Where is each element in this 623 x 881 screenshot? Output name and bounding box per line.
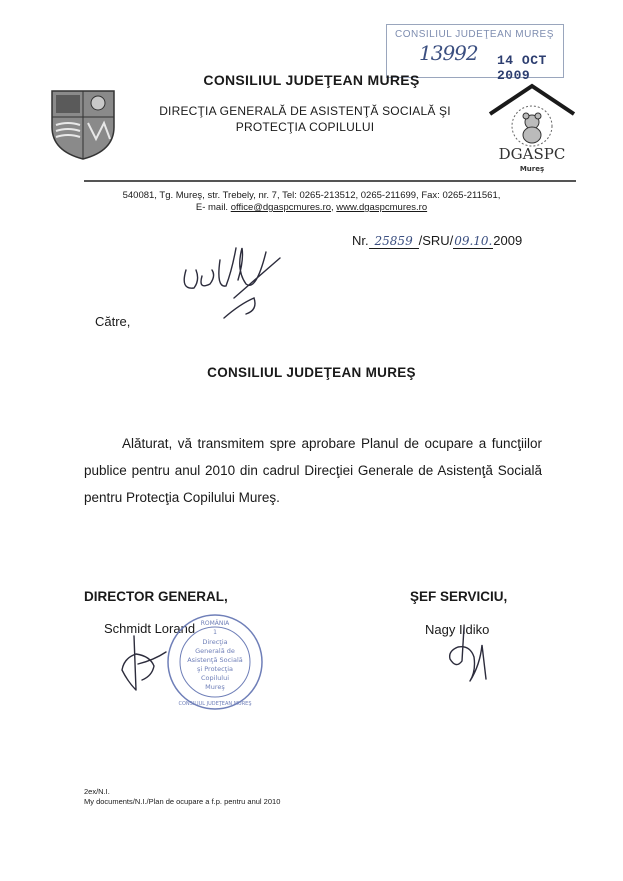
contact-email-web: E- mail. office@dgaspcmures.ro, www.dgaspcmures.ro bbox=[195, 202, 428, 213]
reference-date: 09.10. bbox=[454, 234, 493, 248]
letter-body: Alăturat, vă transmitem spre aprobare Planul de ocupare a funcţiilor publice pentru anul 2010 din cadrul Direcţiei Generale de Asistenţă Socială pentru Protecţia Copilului Mureş. bbox=[84, 436, 542, 505]
seal-line-1: Direcţia bbox=[202, 638, 228, 646]
seal-number: 1 bbox=[213, 629, 217, 636]
seal-line-6: Mureş bbox=[205, 683, 225, 691]
registration-stamp-organization: CONSILIUL JUDEŢEAN MUREŞ bbox=[395, 29, 554, 40]
seal-top-text: ROMÂNIA bbox=[200, 620, 230, 627]
dgaspc-logo-subtext: Mureş bbox=[519, 165, 545, 173]
seal-line-5: Copilului bbox=[200, 674, 230, 682]
registration-stamp bbox=[386, 24, 564, 83]
seal-bottom-text: CONSILIUL JUDEŢEAN MUREŞ bbox=[178, 701, 252, 707]
dgaspc-logo-text: DGASPC bbox=[498, 145, 566, 163]
footer bbox=[84, 787, 280, 807]
official-seal-icon bbox=[165, 612, 265, 712]
seal-line-2: Generală de bbox=[195, 647, 235, 655]
website-link[interactable]: www.dgaspcmures.ro bbox=[336, 202, 428, 213]
header-divider bbox=[84, 180, 576, 182]
reference-year: 2009 bbox=[493, 233, 523, 248]
dgaspc-logo-icon bbox=[486, 82, 578, 174]
director-signature-icon bbox=[114, 634, 174, 694]
department-line-1: DIRECŢIA GENERALĂ DE ASISTENŢĂ SOCIALĂ ŞI bbox=[159, 104, 451, 118]
director-name: Schmidt Lorand bbox=[104, 621, 196, 636]
registration-number: 13992 bbox=[419, 41, 478, 65]
footer-path: My documents/N.I./Plan de ocupare a f.p. pentru anul 2010 bbox=[84, 797, 281, 806]
reference-number: 25859 bbox=[369, 234, 419, 249]
contact-block bbox=[0, 190, 623, 214]
chief-signature-icon bbox=[440, 625, 496, 685]
salutation: Către, bbox=[95, 314, 131, 329]
chief-title: ŞEF SERVICIU, bbox=[410, 589, 508, 604]
seal-line-4: şi Protecţia bbox=[196, 665, 234, 673]
footer-copies: 2ex/N.I. bbox=[84, 787, 110, 796]
department-name bbox=[120, 103, 490, 135]
county-crest-icon bbox=[50, 89, 116, 161]
department-line-2: PROTECŢIA COPILULUI bbox=[235, 120, 375, 134]
organization-title: CONSILIUL JUDEŢEAN MUREŞ bbox=[203, 72, 420, 88]
handwritten-annotation-icon bbox=[176, 240, 286, 320]
director-title: DIRECTOR GENERAL, bbox=[84, 589, 228, 604]
reference-series: /SRU/ bbox=[418, 233, 454, 248]
contact-address: 540081, Tg. Mureş, str. Trebely, nr. 7, Tel: 0265-213512, 0265-211699, Fax: 0265-211561, bbox=[122, 190, 501, 201]
seal-line-3: Asistenţă Socială bbox=[187, 656, 243, 664]
registration-date: 14 OCT 2009 bbox=[497, 53, 547, 83]
reference-nr-label: Nr. bbox=[352, 233, 369, 248]
chief-name: Nagy Ildiko bbox=[425, 622, 490, 637]
email-label: E- mail. bbox=[195, 202, 229, 213]
recipient-name: CONSILIUL JUDEŢEAN MUREŞ bbox=[207, 365, 416, 380]
reference-line bbox=[352, 233, 522, 249]
email-link[interactable]: office@dgaspcmures.ro bbox=[230, 202, 332, 213]
